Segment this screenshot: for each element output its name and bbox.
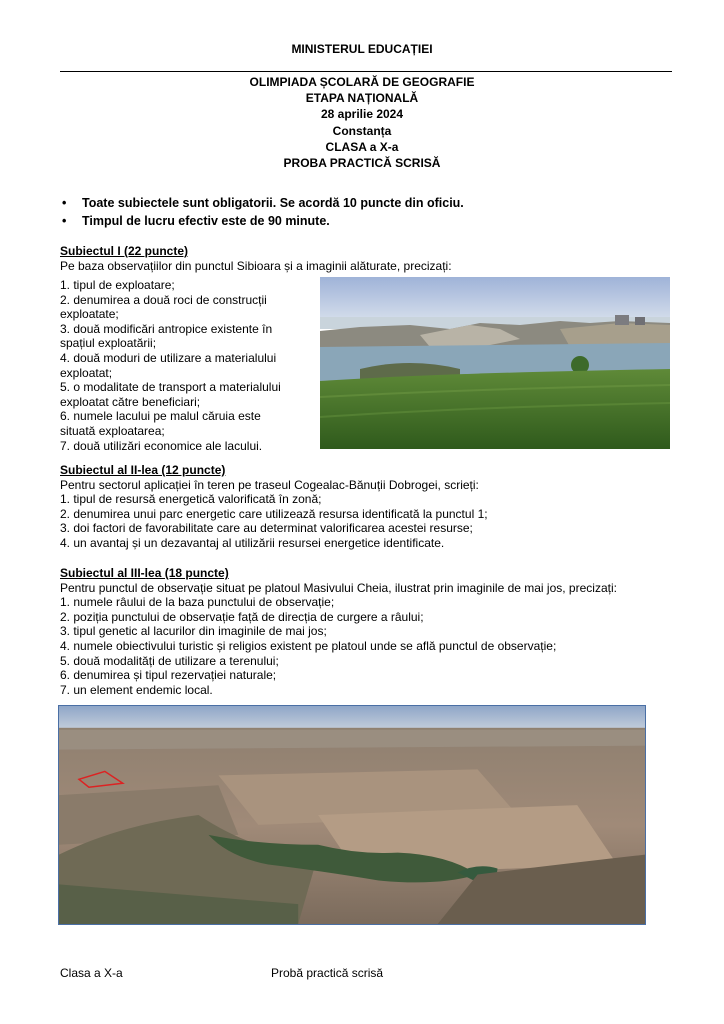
subject3-block [60,566,617,697]
header-divider [60,71,672,72]
list-item-cont: exploatate; [60,307,119,322]
list-item: 2. denumirea unui parc energetic care utilizează resursa identificată la punctul 1; [60,506,488,521]
list-item-cont: situată exploatarea; [60,423,165,438]
list-item: 7. două utilizări economice ale lacului. [60,438,263,453]
list-item: 6. denumirea și tipul rezervației naturale; [60,668,277,683]
list-item-cont: spațiul exploatării; [60,336,157,351]
list-item: 2. poziția punctului de observație față de direcția de curgere a râului; [60,609,424,624]
list-item-cont: exploatat către beneficiari; [60,394,201,409]
list-item: 7. un element endemic local. [60,682,213,697]
instruction-item: • Timpul de lucru efectiv este de 90 minute. [62,214,330,228]
subject2-block [60,463,488,551]
footer-class: Clasa a X-a [60,966,123,980]
list-item-cont: exploatat; [60,365,113,380]
list-item: 4. numele obiectivului turistic și religios existent pe platoul unde se află punctul de observație; [60,638,557,653]
class-title: CLASA a X-a [325,139,399,154]
ministry-title: MINISTERUL EDUCAȚIEI [291,42,433,56]
test-type-title: PROBA PRACTICĂ SCRISĂ [283,155,441,170]
subject1-header [60,244,452,273]
list-item: 1. tipul de exploatare; [60,278,175,292]
list-item: 5. două modalități de utilizare a terenului; [60,653,279,668]
list-item: 1. tipul de resursă energetică valorificată în zonă; [60,492,322,507]
footer-test-type: Probă practică scrisă [271,966,384,980]
list-item: 2. denumirea a două roci de construcții [60,292,267,307]
subject3-intro: Pentru punctul de observație situat pe platoul Masivului Cheia, ilustrat prin imaginile de mai jos, precizați: [60,580,617,595]
aerial-plateau-photo [58,705,646,925]
list-item: 3. tipul genetic al lacurilor din imaginile de mai jos; [60,624,327,639]
subject2-intro: Pentru sectorul aplicației în teren pe traseul Cogealac-Bănuții Dobrogei, scrieți: [60,477,479,492]
list-item: 4. două moduri de utilizare a materialului [60,350,277,365]
list-item: 4. un avantaj și un dezavantaj al utilizării resursei energetice identificate. [60,535,445,550]
olympiad-title: OLIMPIADA ȘCOLARĂ DE GEOGRAFIE [249,75,475,89]
list-item: 6. numele lacului pe malul căruia este [60,409,261,424]
list-item: 5. o modalitate de transport a materialului [60,380,281,395]
subject3-title: Subiectul al III-lea (18 puncte) [60,566,229,580]
exam-location: Constanța [332,123,392,138]
subject2-title: Subiectul al II-lea (12 puncte) [60,463,226,477]
subject1-title: Subiectul I (22 puncte) [60,244,189,258]
quarry-lake-photo [320,277,670,449]
list-item: 3. două modificări antropice existente în [60,321,273,336]
subject1-intro: Pe baza observațiilor din punctul Sibioara și a imaginii alăturate, precizați: [60,258,452,273]
list-item: 3. doi factori de favorabilitate care au determinat valorificarea acestei resurse; [60,521,473,536]
subject1-list [60,278,310,453]
exam-date: 28 aprilie 2024 [320,107,404,122]
bullet-icon: • [62,214,67,228]
exam-header [0,74,724,171]
instruction-item: • Toate subiectele sunt obligatorii. Se acordă 10 puncte din oficiu. [62,196,464,210]
bullet-icon: • [62,196,67,210]
stage-title: ETAPA NAȚIONALĂ [305,91,419,106]
list-item: 1. numele râului de la baza punctului de observație; [60,595,335,610]
instructions-list [62,196,464,232]
